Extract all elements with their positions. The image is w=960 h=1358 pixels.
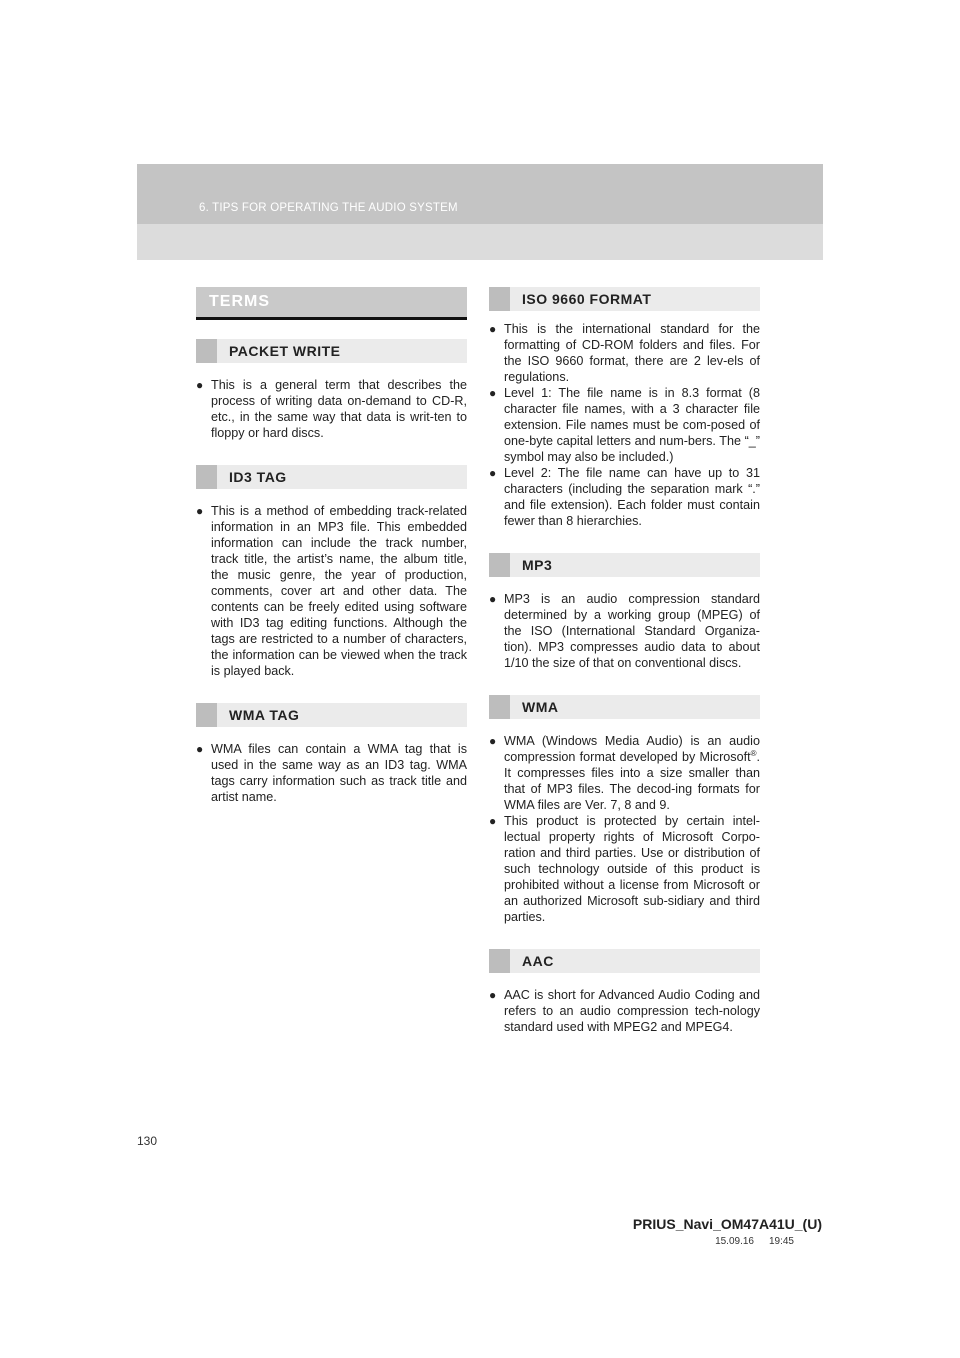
id3-tag-text: This is a method of embedding track-related information in an MP3 file. This embedded information can include the track number, track title, the artist’s name, the album title, the music genre, the year of production, comments, cover art and other data. The contents can be freely edited using software with ID3 tag editing functions. Although the tags are restricted to a number of characters, the information can be viewed when the track is played back. <box>211 504 467 678</box>
wma-text-1-pre: WMA (Windows Media Audio) is an audio compression format developed by Microsoft <box>504 734 760 764</box>
header-band <box>137 164 823 260</box>
section-label: 6. TIPS FOR OPERATING THE AUDIO SYSTEM <box>199 202 458 214</box>
heading-marker <box>196 465 217 489</box>
iso-item-2-text: Level 1: The file name is in 8.3 format (8 character file names, with a 3 character file extension. File names must be com-posed of one-byte capital letters and num-bers. The “_” symbol may also be included.) <box>504 386 760 464</box>
aac-heading <box>489 949 760 973</box>
bullet-icon: ● <box>489 466 497 480</box>
wma-tag-heading <box>196 703 467 727</box>
aac-paragraph <box>489 987 760 1035</box>
id3-tag-heading <box>196 465 467 489</box>
mp3-text: MP3 is an audio compression standard determined by a working group (MPEG) of the ISO (International Standard Organiza-tion). MP3 compresses audio data to about 1/10 the size of that on conventional discs. <box>504 592 760 670</box>
iso-item-1-text: This is the international standard for the formatting of CD-ROM folders and files. For the ISO 9660 format, there are 2 lev-els of regulations. <box>504 322 760 384</box>
packet-write-heading-text: PACKET WRITE <box>229 343 341 359</box>
document-code: PRIUS_Navi_OM47A41U_(U) <box>632 1216 822 1232</box>
print-date: 15.09.16 <box>715 1236 754 1247</box>
heading-marker <box>489 553 510 577</box>
heading-marker <box>489 287 510 311</box>
wma-tag-text: WMA files can contain a WMA tag that is used in the same way as an ID3 tag. WMA tags carry information such as track title and artist name. <box>211 742 467 804</box>
mp3-heading <box>489 553 760 577</box>
wma-tag-heading-text: WMA TAG <box>229 707 300 723</box>
terms-title-bar <box>196 287 467 320</box>
packet-write-paragraph <box>196 377 467 441</box>
wma-text-2: This product is protected by certain intel-lectual property rights of Microsoft Corpo-ration and third parties. Use or distribution of such technology outside of this product is prohibited without a license from Microsoft or an authorized Microsoft sub-sidiary and third parties. <box>504 814 760 924</box>
header-strip <box>137 164 823 224</box>
iso-heading-text: ISO 9660 FORMAT <box>522 291 652 307</box>
wma-heading <box>489 695 760 719</box>
page-number: 130 <box>137 1134 158 1148</box>
packet-write-text: This is a general term that describes the process of writing data on-demand to CD-R, etc., in the same way that data is writ-ten to floppy or hard discs. <box>211 378 467 440</box>
wma-tag-paragraph <box>196 741 467 805</box>
registered-mark: ® <box>750 748 757 758</box>
iso-item-2 <box>489 385 760 465</box>
id3-tag-paragraph <box>196 503 467 679</box>
heading-marker <box>489 695 510 719</box>
bullet-icon: ● <box>489 734 497 748</box>
aac-heading-text: AAC <box>522 953 554 969</box>
iso-item-1 <box>489 321 760 385</box>
print-time: 19:45 <box>768 1236 794 1247</box>
wma-text-1-post: . It compresses files into a size smaller than that of MP3 files. The decod-ing formats for WMA files are Ver. 7, 8 and 9. <box>504 750 760 812</box>
mp3-paragraph <box>489 591 760 671</box>
left-column <box>196 287 467 805</box>
iso-item-3 <box>489 465 760 529</box>
bullet-icon: ● <box>196 378 204 392</box>
bullet-icon: ● <box>196 504 204 518</box>
wma-heading-text: WMA <box>522 699 559 715</box>
heading-marker <box>489 949 510 973</box>
wma-paragraph-2 <box>489 813 760 925</box>
iso-item-3-text: Level 2: The file name can have up to 31 characters (including the separation mark “.” and file extension). Each folder must contain fewer than 8 hierarchies. <box>504 466 760 528</box>
iso-heading <box>489 287 760 311</box>
terms-title: TERMS <box>209 293 270 310</box>
id3-tag-heading-text: ID3 TAG <box>229 469 287 485</box>
bullet-icon: ● <box>489 322 497 336</box>
bullet-icon: ● <box>489 814 497 828</box>
right-column <box>489 287 760 1035</box>
bullet-icon: ● <box>489 386 497 400</box>
bullet-icon: ● <box>489 592 497 606</box>
bullet-icon: ● <box>489 988 497 1002</box>
wma-paragraph-1 <box>489 733 760 813</box>
packet-write-heading <box>196 339 467 363</box>
aac-text: AAC is short for Advanced Audio Coding and refers to an audio compression tech-nology standard used with MPEG2 and MPEG4. <box>504 988 760 1034</box>
mp3-heading-text: MP3 <box>522 557 553 573</box>
heading-marker <box>196 339 217 363</box>
bullet-icon: ● <box>196 742 204 756</box>
heading-marker <box>196 703 217 727</box>
